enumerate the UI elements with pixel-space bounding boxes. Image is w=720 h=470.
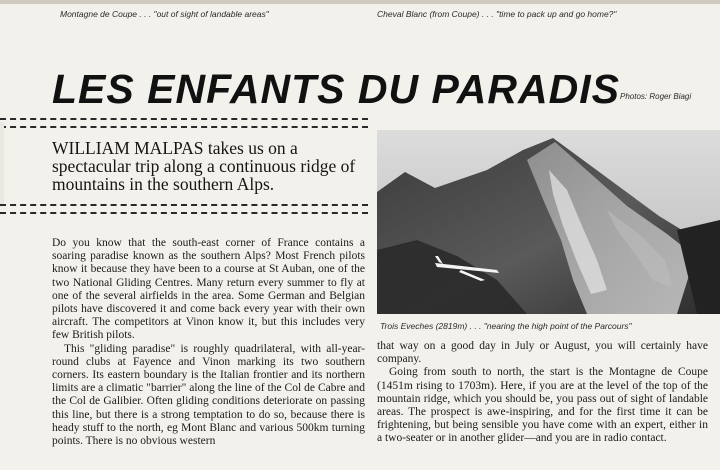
photo-caption: Trois Eveches (2819m) . . . "nearing the high point of the Parcours" (380, 321, 632, 331)
left-page-edge (0, 122, 4, 204)
article-title: LES ENFANTS DU PARADIS (52, 66, 620, 112)
left-column-text (52, 237, 365, 448)
paragraph: This "gliding paradise" is roughly quadrilateral, with all-year-round clubs at Fayence and Vinon marking its two southern corners. Its eastern boundary is the Italian frontier and its northern limits are a climatic "barrier" along the line of the Col de Cabre and the Col de Galibier. Often gliding conditions deteriorate on passing this line, but there is a strong temptation to do so, because there is heady stuff to the north, eg Mont Blanc and various 500km turning points. There is no obvious western (52, 342, 365, 448)
paragraph: that way on a good day in July or August, you will certainly have company. (377, 340, 708, 366)
top-right-photo-caption: Cheval Blanc (from Coupe) . . . "time to pack up and go home?" (377, 9, 617, 19)
top-photo-strip (0, 0, 720, 4)
top-left-photo-caption: Montagne de Coupe . . . "out of sight of landable areas" (60, 9, 269, 19)
standfirst-bottom-rule (0, 204, 368, 214)
paragraph: Going from south to north, the start is the Montagne de Coupe (1451m rising to 1703m). Here, if you are at the level of the top of the mountain ridge, which you should be, you pass out of sight of landable areas. The prospect is awe-inspiring, and for the first time it can be frightening, but being sensible you have come with an expert, either in a two-seater or in another glider—and you are in radio contact. (377, 366, 708, 445)
right-column-text (377, 340, 708, 446)
photo-credit: Photos: Roger Biagi (620, 92, 692, 101)
standfirst-top-rule (0, 118, 368, 128)
paragraph: Do you know that the south-east corner of France contains a soaring paradise known as the southern Alps? Most French pilots know it because they have been to a course at St Auban, one of the two National Gliding Centres. Many return every summer to fly at one of the several airfields in the area. Some German and Belgian pilots have discovered it and come back every year with their own aircraft. The competitors at Vinon know it, but this includes very few British pilots. (52, 237, 365, 342)
standfirst: WILLIAM MALPAS takes us on a spectacular trip along a continuous ridge of mountains in the southern Alps. (52, 138, 356, 194)
glider-over-mountain-photo (377, 130, 720, 314)
article-photo (377, 130, 720, 314)
